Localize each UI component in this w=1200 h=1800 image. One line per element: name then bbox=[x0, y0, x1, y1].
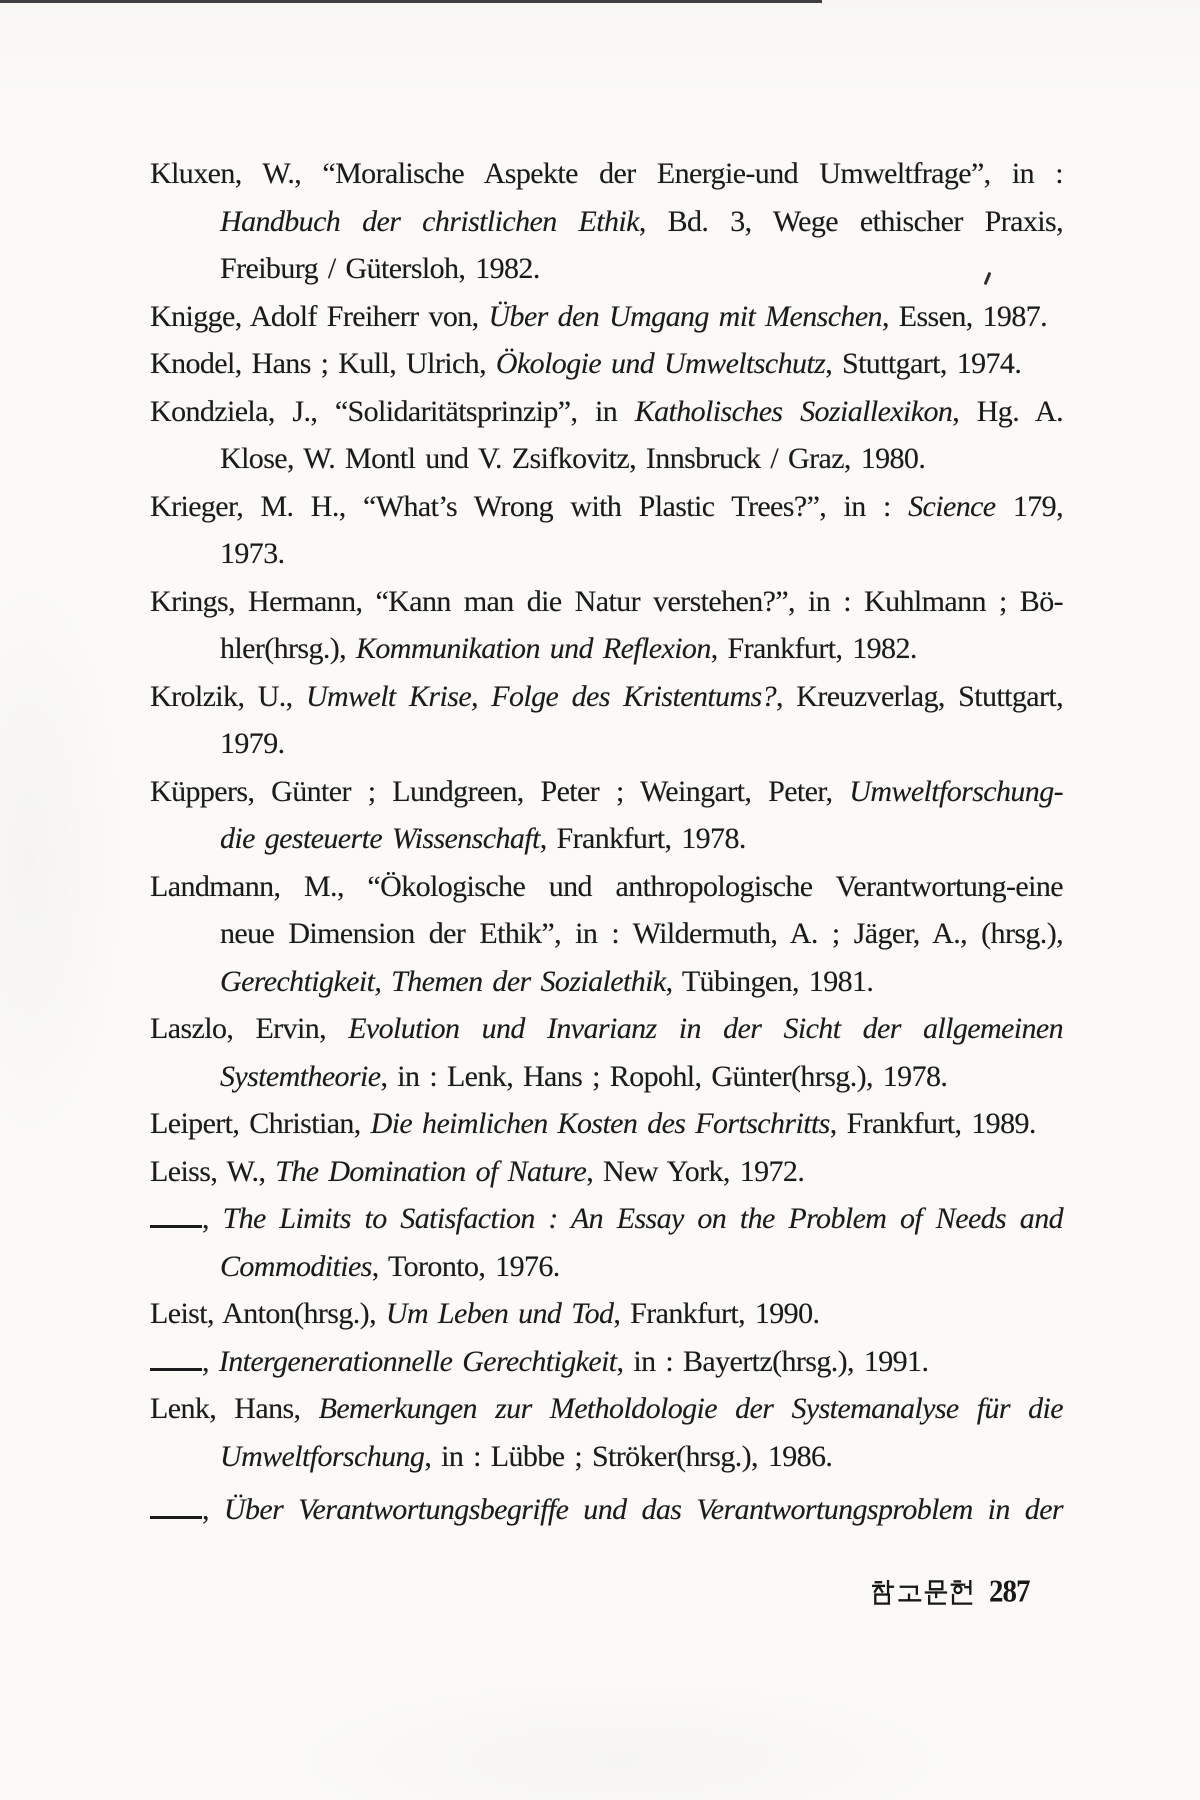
bib-text: 1979. bbox=[220, 727, 285, 760]
bib-text: Freiburg / Gütersloh, 1982. bbox=[220, 252, 540, 285]
bib-text: 179, bbox=[995, 489, 1063, 523]
bib-text: Leist, Anton(hrsg.), bbox=[150, 1297, 386, 1330]
bib-text: , bbox=[202, 1493, 224, 1526]
bib-line bbox=[150, 1195, 1063, 1243]
bib-line bbox=[150, 1053, 1063, 1101]
bib-text: Umwelt Krise, Folge des Kristentums? bbox=[305, 679, 776, 713]
bib-line bbox=[150, 340, 1063, 388]
bib-text: , Frankfurt, 1989. bbox=[829, 1107, 1036, 1140]
bib-text: Über Verantwortungsbegriffe und das Verantwortungsproblem in der bbox=[223, 1493, 1063, 1526]
bib-line bbox=[150, 1433, 1063, 1481]
bib-text: Krieger, M. H., “What’s Wrong with Plastic Trees?”, in : bbox=[150, 489, 909, 523]
bib-line bbox=[150, 198, 1063, 246]
bib-text: , Hg. A. bbox=[952, 394, 1063, 428]
bib-line bbox=[150, 530, 1063, 578]
bib-text: , in : Lenk, Hans ; Ropohl, Günter(hrsg.), 1978. bbox=[380, 1059, 948, 1093]
bib-text: Krings, Hermann, “Kann man die Natur verstehen?”, in : Kuhlmann ; Bö- bbox=[150, 584, 1063, 618]
bib-line bbox=[150, 293, 1063, 341]
bib-text: Umweltforschung bbox=[220, 1439, 425, 1473]
bib-text: Um Leben und Tod bbox=[385, 1297, 614, 1330]
bib-text: Knodel, Hans ; Kull, Ulrich, bbox=[150, 347, 496, 380]
bib-line bbox=[150, 1486, 1063, 1534]
bib-line bbox=[150, 1290, 1063, 1338]
bib-text: Umweltforschung- bbox=[849, 774, 1063, 808]
bib-text: Ökologie und Umweltschutz bbox=[495, 347, 826, 380]
bib-text: , Frankfurt, 1982. bbox=[710, 632, 917, 665]
bib-text: , Essen, 1987. bbox=[881, 299, 1048, 333]
bib-text: Kondziela, J., “Solidaritätsprinzip”, in bbox=[150, 394, 635, 428]
bib-text: hler(hrsg.), bbox=[220, 632, 356, 665]
bib-text: neue Dimension der Ethik”, in : Wildermuth, A. ; Jäger, A., (hrsg.), bbox=[220, 917, 1063, 950]
bib-line bbox=[150, 1385, 1063, 1433]
bib-text: Commodities bbox=[220, 1249, 372, 1283]
bib-line bbox=[150, 1100, 1063, 1148]
bib-text: Kommunikation und Reflexion bbox=[356, 632, 711, 665]
bib-text: Handbuch der christlichen Ethik bbox=[220, 204, 639, 238]
bib-line bbox=[150, 245, 1063, 293]
bib-line bbox=[150, 625, 1063, 673]
bib-text: Katholisches Soziallexikon bbox=[634, 394, 953, 428]
bib-text: Küppers, Günter ; Lundgreen, Peter ; Weingart, Peter, bbox=[150, 774, 850, 808]
bib-text: Bemerkungen zur Metholdologie der Systemanalyse für die bbox=[318, 1392, 1063, 1425]
bibliography bbox=[150, 150, 1063, 1534]
bib-text: , Bd. 3, Wege ethischer Praxis, bbox=[638, 204, 1063, 238]
bib-line bbox=[150, 435, 1063, 483]
bib-text: Lenk, Hans, bbox=[150, 1392, 319, 1425]
bib-line bbox=[150, 815, 1063, 863]
bib-line bbox=[150, 1148, 1063, 1196]
bib-line bbox=[150, 673, 1063, 721]
bib-text: , Kreuzverlag, Stuttgart, bbox=[776, 679, 1063, 713]
bib-line bbox=[150, 578, 1063, 626]
page-footer bbox=[872, 1574, 1030, 1610]
bib-text: Evolution und Invarianz in der Sicht der allgemeinen bbox=[348, 1012, 1063, 1045]
bib-text: Krolzik, U., bbox=[150, 679, 306, 713]
blank-author-underline bbox=[150, 1346, 202, 1371]
bib-line bbox=[150, 1243, 1063, 1291]
bib-text: Intergenerationnelle Gerechtigkeit bbox=[218, 1344, 617, 1378]
korean-references-label bbox=[872, 1580, 974, 1605]
bib-text: Leiss, W., bbox=[150, 1154, 276, 1188]
blank-author-underline bbox=[150, 1494, 202, 1519]
bib-text: The Limits to Satisfaction : An Essay on the Problem of Needs and bbox=[222, 1202, 1063, 1235]
bib-text: , bbox=[202, 1202, 223, 1235]
bib-line bbox=[150, 910, 1063, 958]
bib-line bbox=[150, 958, 1063, 1006]
bib-text: , in : Bayertz(hrsg.), 1991. bbox=[616, 1344, 929, 1378]
bib-text: Systemtheorie bbox=[220, 1059, 381, 1093]
bib-text: Die heimlichen Kosten des Fortschritts bbox=[370, 1107, 830, 1140]
scan-artifact-top-edge bbox=[0, 0, 822, 3]
bib-text: Über den Umgang mit Menschen bbox=[488, 299, 882, 333]
bib-line bbox=[150, 768, 1063, 816]
bib-text: Science bbox=[908, 489, 996, 523]
bib-text: , in : Lübbe ; Ströker(hrsg.), 1986. bbox=[424, 1439, 833, 1473]
bib-text: The Domination of Nature bbox=[275, 1154, 587, 1188]
bib-line bbox=[150, 483, 1063, 531]
bib-text: , Toronto, 1976. bbox=[371, 1249, 560, 1283]
bib-text: Klose, W. Montl und V. Zsifkovitz, Innsbruck / Graz, 1980. bbox=[220, 442, 926, 475]
bib-text: Knigge, Adolf Freiherr von, bbox=[150, 299, 489, 333]
bib-line bbox=[150, 863, 1063, 911]
bib-line bbox=[150, 150, 1063, 198]
bib-text: Landmann, M., “Ökologische und anthropologische Verantwortung-eine bbox=[150, 869, 1063, 903]
bib-text: 1973. bbox=[220, 537, 285, 570]
bib-line bbox=[150, 1005, 1063, 1053]
bib-text: , Tübingen, 1981. bbox=[665, 964, 874, 998]
bib-text: Gerechtigkeit, Themen der Sozialethik bbox=[220, 964, 666, 998]
bib-text: Laszlo, Ervin, bbox=[150, 1012, 349, 1045]
bib-text: , Frankfurt, 1990. bbox=[613, 1297, 820, 1330]
bib-text: , bbox=[202, 1344, 219, 1378]
bib-text: , Frankfurt, 1978. bbox=[539, 822, 746, 855]
bib-line bbox=[150, 720, 1063, 768]
page-number: 287 bbox=[989, 1574, 1030, 1610]
bib-text: Leipert, Christian, bbox=[150, 1107, 371, 1140]
blank-author-underline bbox=[150, 1203, 202, 1228]
bib-text: die gesteuerte Wissenschaft bbox=[220, 822, 540, 855]
bib-line bbox=[150, 388, 1063, 436]
bib-text: , Stuttgart, 1974. bbox=[825, 347, 1022, 380]
bib-text: Kluxen, W., “Moralische Aspekte der Energie-und Umweltfrage”, in : bbox=[150, 157, 1063, 190]
bib-line bbox=[150, 1338, 1063, 1386]
bib-text: , New York, 1972. bbox=[586, 1154, 805, 1188]
